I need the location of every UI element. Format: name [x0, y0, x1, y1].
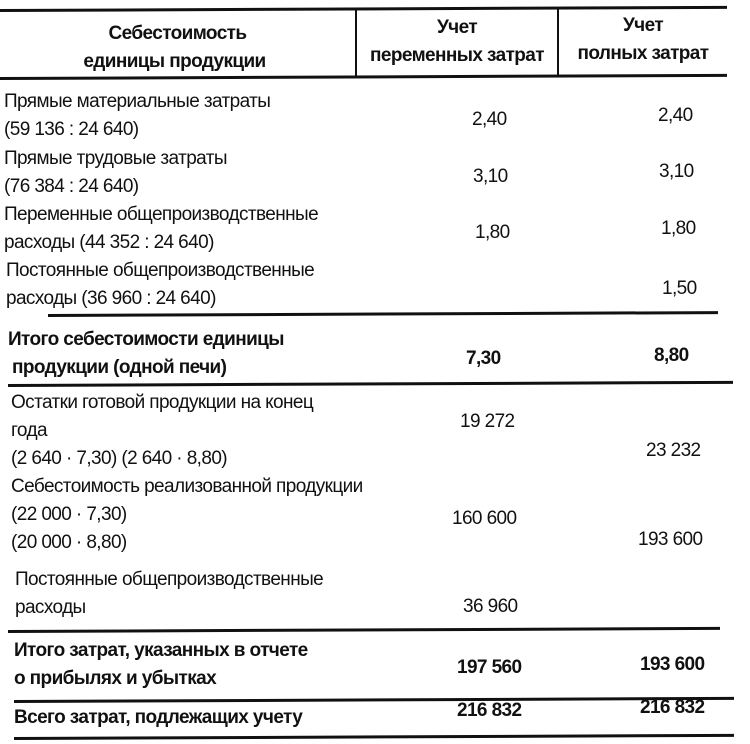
header-line: полных затрат: [577, 43, 709, 64]
row-label-line: Постоянные общепроизводственные: [6, 260, 315, 281]
full-cost-value: 23 232: [646, 440, 701, 461]
variable-cost-value: 7,30: [466, 348, 501, 369]
row-label-line: Итого себестоимости единицы: [8, 329, 284, 350]
header-line: Учет: [622, 15, 664, 36]
report-total-bottom-rule: [14, 697, 734, 703]
full-cost-value: 193 600: [640, 654, 705, 675]
header-cell-full-costing: [559, 12, 727, 68]
full-cost-value: 193 600: [638, 529, 703, 550]
row-label-line: расходы (36 960 : 24 640): [6, 288, 216, 309]
variable-cost-value: 197 560: [457, 657, 522, 678]
header-cell-variable-costing: [357, 14, 557, 70]
row-label-line: Остатки готовой продукции на конец: [11, 392, 314, 413]
row-label-line: о прибылях и убытках: [14, 668, 217, 689]
row-label-line: (20 000 · 8,80): [11, 532, 127, 553]
variable-cost-value: 160 600: [452, 508, 517, 529]
costs-section-rule: [8, 627, 720, 633]
row-label-line: продукции (одной печи): [12, 357, 227, 378]
variable-cost-value: 19 272: [460, 411, 515, 432]
row-label-line: Прямые трудовые затраты: [4, 148, 227, 169]
full-cost-value: 3,10: [659, 161, 694, 182]
full-cost-value: 216 832: [640, 697, 705, 718]
header-line: Учет: [436, 17, 478, 38]
header-line: единицы продукции: [83, 51, 266, 72]
row-label-line: Постоянные общепроизводственные: [15, 569, 324, 590]
full-cost-value: 1,80: [661, 218, 696, 239]
row-label-line: (76 384 : 24 640): [4, 176, 139, 197]
header-line: Себестоимость: [108, 23, 247, 44]
full-cost-value: 2,40: [658, 105, 693, 126]
header-cell-unit-cost: [0, 20, 355, 76]
table-bottom-rule: [14, 734, 734, 740]
variable-cost-value: 1,80: [475, 222, 510, 243]
variable-cost-value: 2,40: [472, 109, 507, 130]
row-label-line: года: [11, 420, 47, 441]
variable-cost-value: 216 832: [457, 700, 522, 721]
row-label-line: Прямые материальные затраты: [4, 91, 271, 112]
row-label-line: Всего затрат, подлежащих учету: [14, 707, 303, 728]
row-label-line: Итого затрат, указанных в отчете: [14, 640, 308, 661]
full-cost-value: 1,50: [662, 278, 697, 299]
variable-cost-value: 3,10: [473, 166, 508, 187]
row-label-line: (59 136 : 24 640): [4, 119, 139, 140]
row-label-line: Переменные общепроизводственные: [4, 204, 319, 225]
row-label-line: расходы: [15, 597, 86, 618]
row-label-line: Себестоимость реализованной продукции: [11, 476, 363, 497]
row-label-line: (2 640 · 7,30) (2 640 · 8,80): [11, 448, 228, 469]
row-label-line: (22 000 · 7,30): [11, 504, 127, 525]
header-line: переменных затрат: [370, 45, 544, 66]
row-label-line: расходы (44 352 : 24 640): [4, 232, 214, 253]
full-cost-value: 8,80: [654, 345, 689, 366]
variable-cost-value: 36 960: [463, 596, 518, 617]
